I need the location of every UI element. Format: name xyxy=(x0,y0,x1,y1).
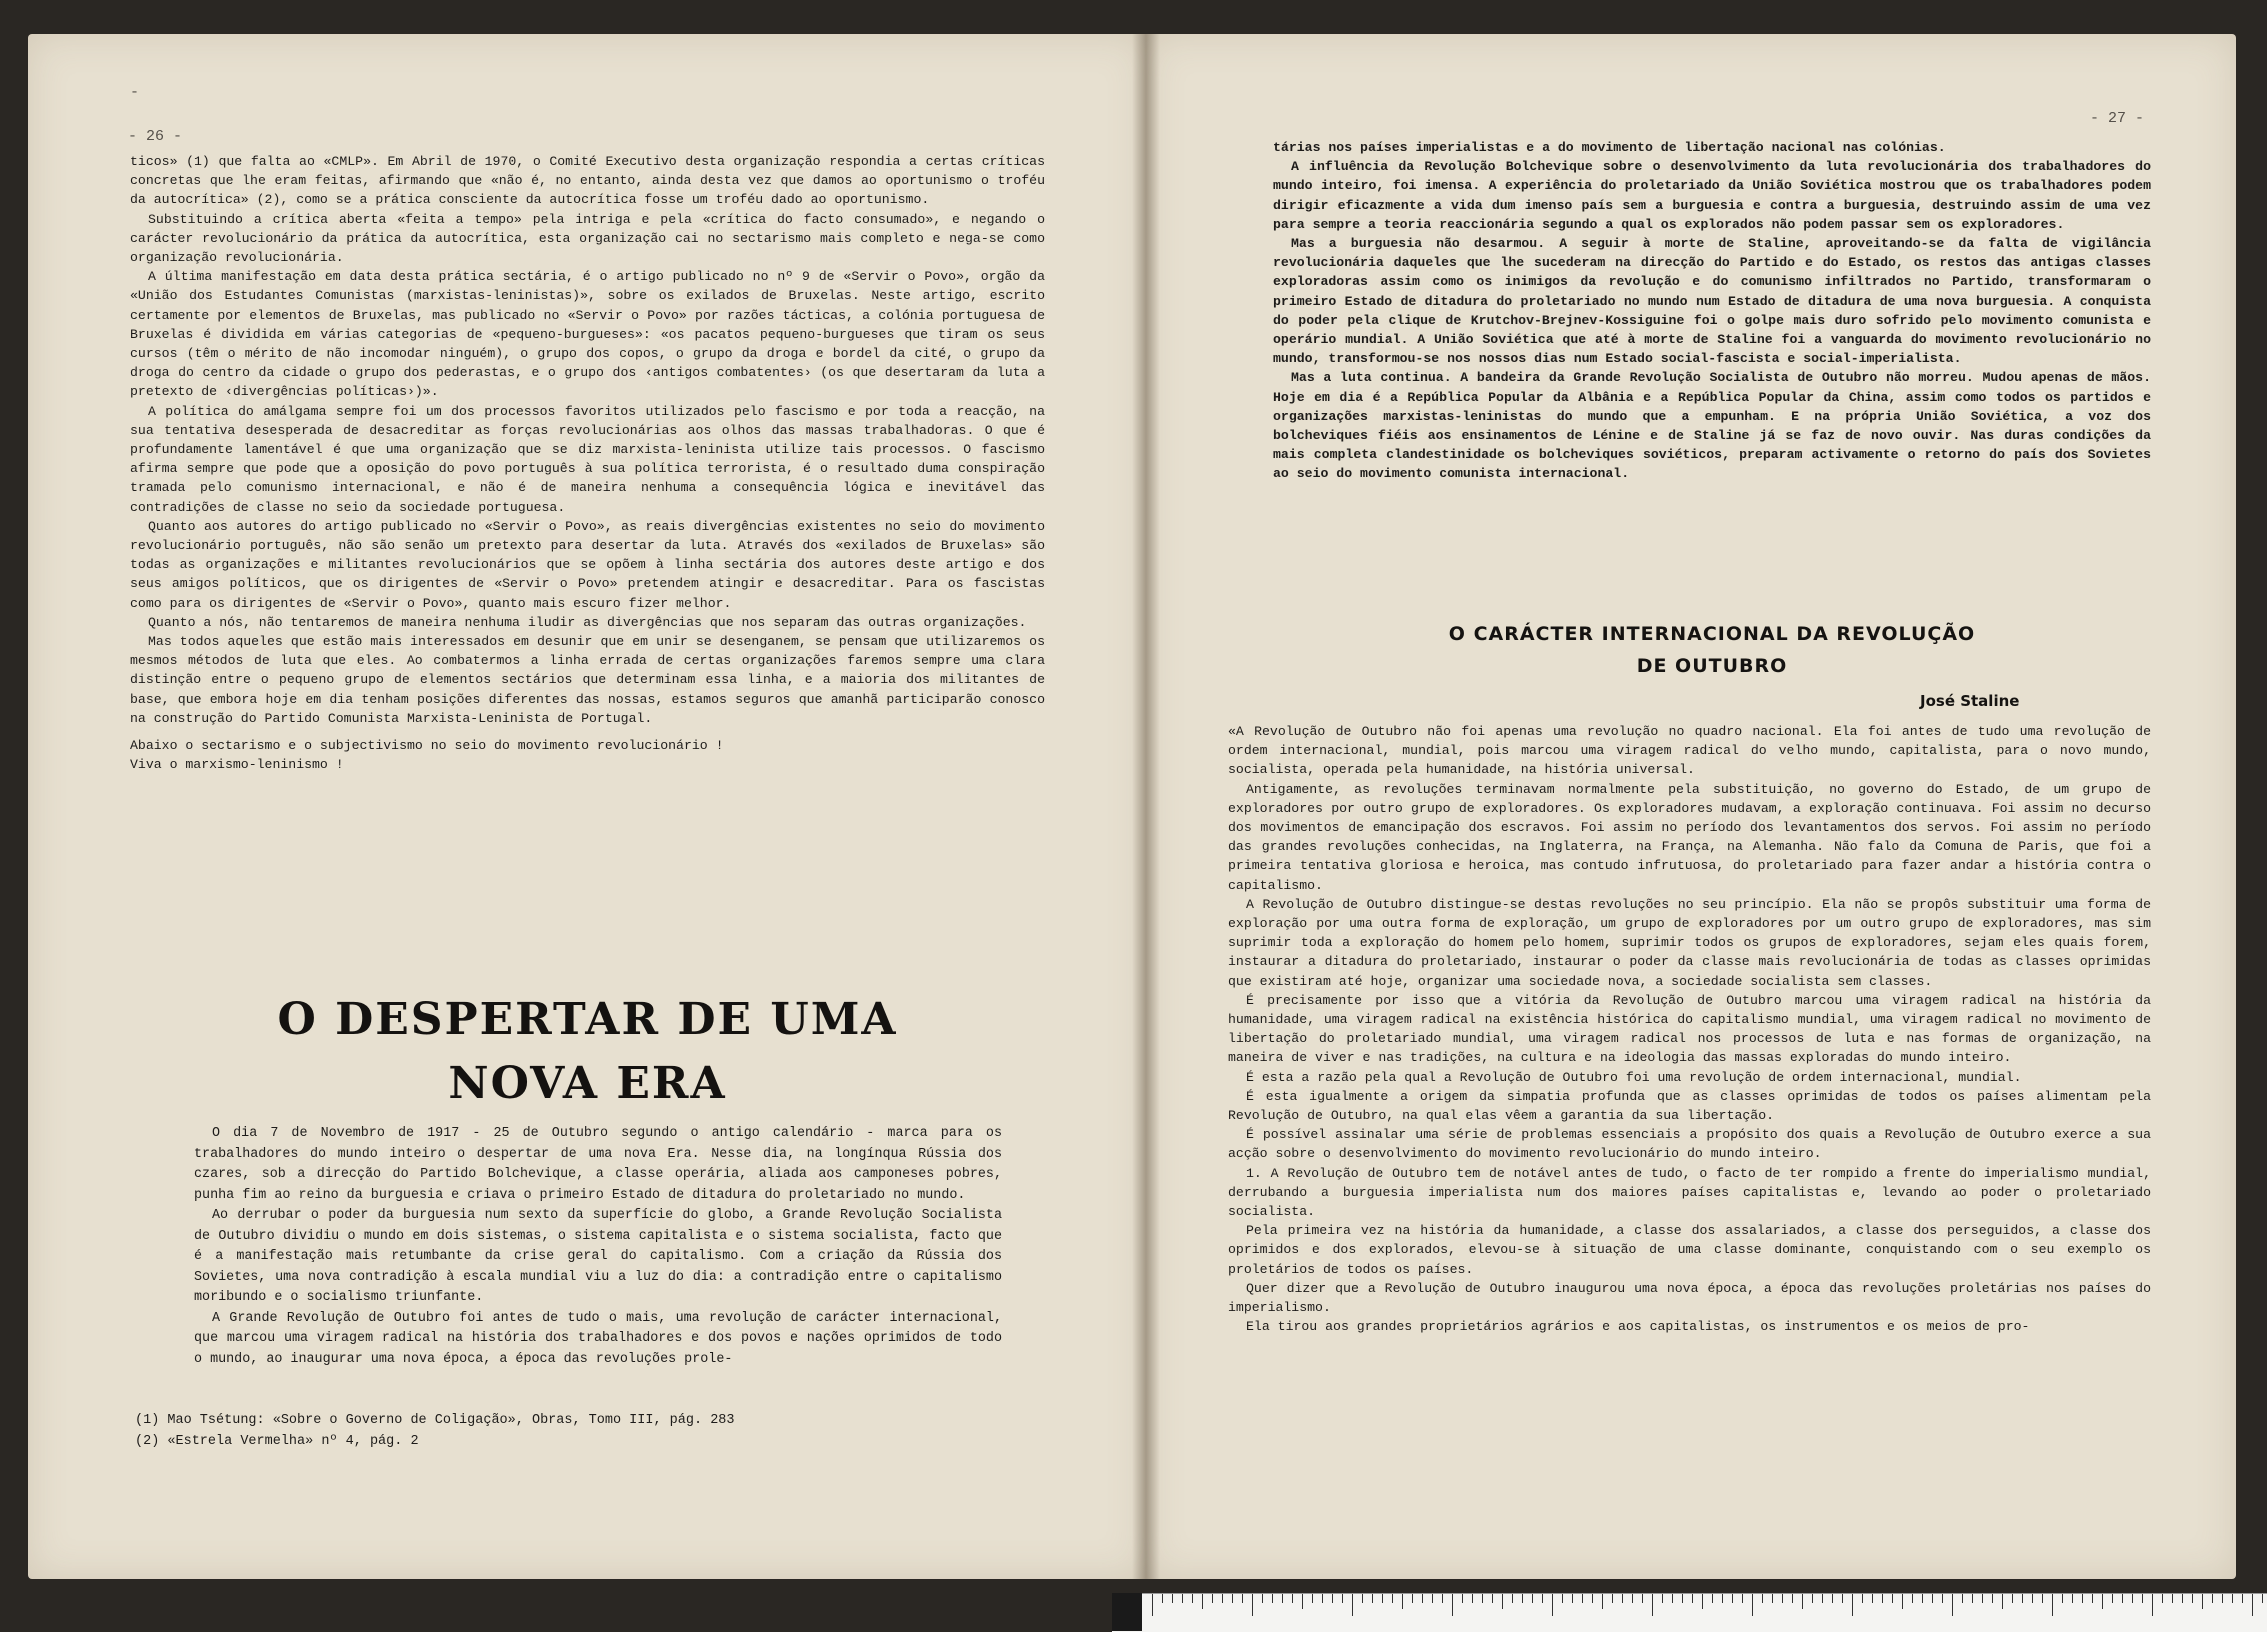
paragraph: É esta a razão pela qual a Revolução de Outubro foi uma revolução de ordem internacional, mundial. xyxy=(1246,1069,2022,1085)
section-title-line2: DE OUTUBRO xyxy=(1636,655,1788,677)
ruler-tick xyxy=(2122,1594,2123,1603)
ruler-tick xyxy=(1252,1594,1253,1616)
paragraph: Quer dizer que a Revolução de Outubro inaugurou uma nova época, a época das revoluções proletárias nos países do imperialismo. xyxy=(1228,1280,2151,1316)
ruler-tick xyxy=(1222,1594,1223,1603)
ruler-tick xyxy=(1532,1594,1533,1603)
ruler-tick xyxy=(1582,1594,1583,1603)
ruler-tick xyxy=(1292,1594,1293,1603)
paragraph: Mas a burguesia não desarmou. A seguir à morte de Staline, aproveitando-se da falta de vigilância revolucionária daqueles que lhe sucederam na direcção do Partido e do Estado, os restos das antigas classes exploradoras assim como os inimigos da revolução e do comunismo infiltrados no Partido, transformaram o primeiro Estado de ditadura do proletariado no mundo num Estado de ditadura de uma nova burguesia. A conquista do poder pela clique de Krutchov-Brejnev-Kossiguine foi o golpe mais duro sofrido pelo movimento comunista e operário mundial. A União Soviética que até à morte de Staline foi a vanguarda do movimento revolucionário no mundo, transformou-se nos nossos dias num Estado social-fascista e social-imperialista. xyxy=(1273,236,2151,367)
ruler-tick xyxy=(1512,1594,1513,1603)
article-title-line2: NOVA ERA xyxy=(448,1058,727,1109)
ruler-tick xyxy=(1842,1594,1843,1603)
ruler-tick xyxy=(1782,1594,1783,1603)
ruler-tick xyxy=(2182,1594,2183,1603)
paragraph: A influência da Revolução Bolchevique sobre o desenvolvimento da luta revolucionária dos trabalhadores do mundo inteiro, foi imensa. A experiência do proletariado da União Soviética mostrou que os trabalhadores podem dirigir eficazmente a vida dum imenso país sem a burguesia e contra a burguesia, destruindo assim de uma vez para sempre a teoria reaccionária segundo a qual os explorados não podem passar sem os exploradores. xyxy=(1273,159,2151,232)
article-title-line1: O DESPERTAR DE UMA xyxy=(277,994,898,1045)
ruler-tick xyxy=(1442,1594,1443,1603)
ruler-tick xyxy=(2042,1594,2043,1603)
ruler-tick xyxy=(1722,1594,1723,1603)
ruler-tick xyxy=(2012,1594,2013,1603)
ruler-tick xyxy=(1432,1594,1433,1603)
ruler-tick xyxy=(1172,1594,1173,1603)
footnote: (1) Mao Tsétung: «Sobre o Governo de Coligação», Obras, Tomo III, pág. 283 xyxy=(135,1413,735,1428)
ruler-tick xyxy=(1262,1594,1263,1603)
ruler-tick xyxy=(2232,1594,2233,1603)
paragraph: A última manifestação em data desta prática sectária, é o artigo publicado no nº 9 de «Servir o Povo», orgão da «União dos Estudantes Comunistas (marxistas-leninistas)», sobre os exilados de Bruxelas. Neste artigo, escrito certamente por elementos de Bruxelas, mas publicado no «Servir o Povo» por razões tácticas, a colónia portuguesa de Bruxelas é dividida em várias categorias de «pequeno-burgueses»: «os pacatos pequeno-burgueses que tiram os seus cursos (têm o mérito de não incomodar ninguém), o grupo dos copos, o grupo da droga e bordel da cité, o grupo da droga do centro da cidade o grupo dos pederastas, e o grupo dos ‹antigos combatentes› (os que desertaram da luta a pretexto de ‹divergências políticas›)». xyxy=(130,269,1045,400)
ruler-tick xyxy=(1302,1594,1303,1609)
ruler-tick xyxy=(1692,1594,1693,1603)
article-title xyxy=(130,988,1045,1116)
ruler-tick xyxy=(2002,1594,2003,1609)
ruler-tick xyxy=(2102,1594,2103,1609)
paragraph: A Revolução de Outubro distingue-se destas revoluções no seu princípio. Ela não se propôs substituir uma forma de exploração por uma outra forma de exploração, um grupo de exploradores por um outro grupo de exploradores, mas sim suprimir toda a exploração do homem pelo homem, suprimir todos os grupos de exploradores, sejam eles quais forem, instaurar a ditadura do proletariado, instaurar o poder da classe mais revolucionária de todas as classes oprimidas que existiram até hoje, organizar uma sociedade nova, a sociedade socialista sem classes. xyxy=(1228,896,2151,989)
ruler-tick xyxy=(2152,1594,2153,1616)
ruler-tick xyxy=(1282,1594,1283,1603)
ruler-tick xyxy=(1742,1594,1743,1603)
ruler-tick xyxy=(1152,1594,1153,1616)
paragraph: 1. A Revolução de Outubro tem de notável antes de tudo, o facto de ter rompido a frente do imperialismo mundial, derrubando a burguesia imperialista num dos maiores países capitalistas e, levando ao poder o proletariado socialista. xyxy=(1228,1165,2151,1220)
ruler-tick xyxy=(1682,1594,1683,1603)
ruler-tick xyxy=(1632,1594,1633,1603)
ruler-tick xyxy=(1372,1594,1373,1603)
ruler-tick xyxy=(2052,1594,2053,1616)
paragraph: É precisamente por isso que a vitória da Revolução de Outubro marcou uma viragem radical na história da humanidade, uma viragem radical na existência histórica do capitalismo mundial, uma viragem radical no movimento de libertação do proletariado mundial, uma viragem radical nos processos de luta e nas formas de organização, na maneira de viver e nas tradições, na cultura e na ideologia das massas exploradas do mundo inteiro. xyxy=(1228,992,2151,1066)
paragraph: «A Revolução de Outubro não foi apenas uma revolução no quadro nacional. Ela foi antes de tudo uma revolução de ordem internacional, mundial, pois marcou uma viragem radical do velho mundo, capitalista, para o novo mundo, socialista, operada pela humanidade, na história universal. xyxy=(1228,724,2151,778)
author-name: José Staline xyxy=(1920,692,2020,710)
left-body-text xyxy=(130,152,1045,775)
ruler-tick xyxy=(1622,1594,1623,1603)
paragraph: tárias nos países imperialistas e a do movimento de libertação nacional nas colónias. xyxy=(1273,140,1946,155)
ruler-tick xyxy=(1762,1594,1763,1603)
ruler-tick xyxy=(1182,1594,1183,1603)
footnotes xyxy=(135,1410,935,1452)
ruler-tick xyxy=(1392,1594,1393,1603)
ruler-tick xyxy=(1772,1594,1773,1603)
ruler-tick xyxy=(2132,1594,2133,1603)
ruler-tick xyxy=(1952,1594,1953,1616)
ruler-tick xyxy=(1412,1594,1413,1603)
ruler-tick xyxy=(1192,1594,1193,1603)
paragraph: Ela tirou aos grandes proprietários agrários e aos capitalistas, os instrumentos e os meios de pro- xyxy=(1246,1319,2030,1335)
paragraph: Quanto a nós, não tentaremos de maneira nenhuma iludir as divergências que nos separam das outras organizações. xyxy=(148,614,1027,630)
ruler-end-block xyxy=(1112,1593,1142,1631)
ruler-tick xyxy=(2062,1594,2063,1603)
paragraph: Mas a luta continua. A bandeira da Grande Revolução Socialista de Outubro não morreu. Mudou apenas de mãos. Hoje em dia é a República Popular da Albânia e a República Popular da China, assim como todos os partidos e organizações marxistas-leninistas do mundo que a empunham. E na própria União Soviética, a voz dos bolcheviques fiéis aos ensinamentos de Lénine e de Staline já se faz de novo ouvir. Nas duras condições da mais completa clandestinidade os bolcheviques soviéticos, preparam activamente o retorno do país dos Sovietes ao seio do movimento comunista internacional. xyxy=(1273,370,2151,482)
ruler-tick xyxy=(1272,1594,1273,1603)
ruler-tick xyxy=(1492,1594,1493,1603)
paragraph: Ao derrubar o poder da burguesia num sexto da superfície do globo, a Grande Revolução Socialista de Outubro dividiu o mundo em dois sistemas, o sistema capitalista e o sistema socialista, facto que é a manifestação mais retumbante da crise geral do capitalismo. Com a criação da Rússia dos Sovietes, uma nova contradição à escala mundial viu a luz do dia: a contradição entre o capitalismo moribundo e o socialismo triunfante. xyxy=(194,1208,1002,1305)
ruler-tick xyxy=(2022,1594,2023,1603)
paragraph: Substituindo a crítica aberta «feita a tempo» pela intriga e pela «crítica do facto consumado», e negando o carácter revolucionário da prática da autocrítica, esta organização cai no sectarismo mais completo e nega-se como organização revolucionária. xyxy=(130,211,1045,266)
ruler-tick xyxy=(1932,1594,1933,1603)
ruler-tick xyxy=(2082,1594,2083,1603)
ruler-tick xyxy=(1712,1594,1713,1603)
ruler-tick xyxy=(2262,1594,2263,1603)
ruler-tick xyxy=(1202,1594,1203,1609)
ruler-tick xyxy=(1572,1594,1573,1603)
paragraph: A política do amálgama sempre foi um dos processos favoritos utilizados pelo fascismo e por toda a reacção, na sua tentativa desesperada de desacreditar as forças revolucionárias aos olhos das massas trabalhadoras. O que é profundamente lamentável é que uma organização que se diz marxista-leninista utilize tais processos. O fascismo afirma sempre que pode que a oposição do povo português à sua política terrorista, é o resultado duma conspiração tramada pelo comunismo internacional, e não é de maneira nenhuma a consequência lógica e inevitável das contradições de classe no seio da sociedade portuguesa. xyxy=(130,403,1045,515)
ruler-tick xyxy=(1852,1594,1853,1616)
ruler-tick xyxy=(1352,1594,1353,1616)
ruler-tick xyxy=(1602,1594,1603,1609)
footnote: (2) «Estrela Vermelha» nº 4, pág. 2 xyxy=(135,1434,419,1449)
ruler-tick xyxy=(1452,1594,1453,1616)
ruler-tick xyxy=(1912,1594,1913,1603)
article-body-right xyxy=(1228,722,2151,1337)
ruler-tick xyxy=(1642,1594,1643,1603)
ruler-tick xyxy=(2172,1594,2173,1603)
ruler-tick xyxy=(1802,1594,1803,1609)
ruler-tick xyxy=(2072,1594,2073,1603)
ruler-tick xyxy=(1662,1594,1663,1603)
paragraph: Mas todos aqueles que estão mais interessados em desunir que em unir se desenganem, se pensam que utilizaremos os mesmos métodos de luta que eles. Ao combatermos a linha errada de certas organizações faremos sempre uma clara distinção entre o pequeno grupo de elementos sectários que determinam essa linha, e a maioria dos militantes de base, que embora hoje em dia tenham posições diferentes das nossas, estamos seguros que amanhã participarão conosco na construção do Partido Comunista Marxista-Leninista de Portugal. xyxy=(130,634,1045,726)
ruler-tick xyxy=(1502,1594,1503,1609)
ruler-tick xyxy=(1472,1594,1473,1603)
right-body-text xyxy=(1273,138,2151,484)
ruler-tick xyxy=(1242,1594,1243,1603)
ruler-tick xyxy=(1812,1594,1813,1603)
paragraph: A Grande Revolução de Outubro foi antes de tudo o mais, uma revolução de carácter internacional, que marcou uma viragem radical na história dos trabalhadores e dos povos e nações oprimidos de todo o mundo, ao inaugurar uma nova época, a época das revoluções prole- xyxy=(194,1310,1002,1367)
measurement-ruler xyxy=(1112,1593,2267,1632)
ruler-tick xyxy=(2252,1594,2253,1616)
paragraph: O dia 7 de Novembro de 1917 - 25 de Outubro segundo o antigo calendário - marca para os trabalhadores do mundo inteiro o despertar de uma nova Era. Nesse dia, na longínqua Rússia dos czares, sob a direcção do Partido Bolchevique, a classe operária, aliada aos camponeses pobres, punha fim ao reino da burguesia e criava o primeiro Estado de ditadura do proletariado no mundo. xyxy=(194,1126,1002,1203)
ruler-tick xyxy=(2092,1594,2093,1603)
ruler-tick xyxy=(1312,1594,1313,1603)
slogan: Viva o marxismo-leninismo ! xyxy=(130,757,344,773)
ruler-tick xyxy=(1462,1594,1463,1603)
ruler-tick xyxy=(1702,1594,1703,1609)
ruler-tick xyxy=(1552,1594,1553,1616)
ruler-tick xyxy=(1212,1594,1213,1603)
ruler-tick xyxy=(1992,1594,1993,1603)
ruler-tick xyxy=(1982,1594,1983,1603)
page-number-right: - 27 - xyxy=(2090,110,2145,127)
ruler-tick xyxy=(1162,1594,1163,1603)
paragraph: Quanto aos autores do artigo publicado no «Servir o Povo», as reais divergências existentes no seio do movimento revolucionário português, não são senão um pretexto para desertar da luta. Através dos «exilados de Bruxelas» são todas as organizações e militantes revolucionários que se opõem à linha sectária dos autores deste artigo e dos seus amigos políticos, que os dirigentes de «Servir o Povo» pretendem atingir e desacreditar. Para os fascistas como para os dirigentes de «Servir o Povo», quanto mais escuro fizer melhor. xyxy=(130,518,1045,611)
slogan: Abaixo o sectarismo e o subjectivismo no seio do movimento revolucionário ! xyxy=(130,738,724,754)
ruler-tick xyxy=(1482,1594,1483,1603)
ruler-tick xyxy=(1612,1594,1613,1603)
ruler-tick xyxy=(1402,1594,1403,1609)
ruler-tick xyxy=(1732,1594,1733,1603)
ruler-tick xyxy=(1882,1594,1883,1603)
top-mark: - xyxy=(130,84,140,101)
ruler-tick xyxy=(2142,1594,2143,1603)
ruler-tick xyxy=(1972,1594,1973,1603)
ruler-tick xyxy=(1752,1594,1753,1616)
ruler-tick xyxy=(2222,1594,2223,1603)
paragraph: É possível assinalar uma série de problemas essenciais a propósito dos quais a Revolução de Outubro exerce a sua acção sobre o desenvolvimento do movimento revolucionário do mundo inteiro. xyxy=(1228,1127,2151,1162)
ruler-tick xyxy=(1342,1594,1343,1603)
ruler-tick xyxy=(2162,1594,2163,1603)
ruler-tick xyxy=(2192,1594,2193,1603)
ruler-tick xyxy=(1422,1594,1423,1603)
paragraph: Pela primeira vez na história da humanidade, a classe dos assalariados, a classe dos perseguidos, a classe dos oprimidos e dos explorados, elevou-se à situação de uma classe dominante, conquistando com o seu exemplo os proletários de todos os países. xyxy=(1228,1223,2151,1277)
ruler-tick xyxy=(1232,1594,1233,1603)
ruler-tick xyxy=(2242,1594,2243,1603)
article-body-left xyxy=(194,1124,1002,1370)
ruler-tick xyxy=(1942,1594,1943,1603)
ruler-tick xyxy=(1892,1594,1893,1603)
ruler-tick xyxy=(1862,1594,1863,1603)
ruler-tick xyxy=(1672,1594,1673,1603)
ruler-tick xyxy=(1592,1594,1593,1603)
page-number-left: - 26 - xyxy=(128,128,183,145)
ruler-tick xyxy=(1362,1594,1363,1603)
ruler-tick xyxy=(1322,1594,1323,1603)
ruler-tick xyxy=(1822,1594,1823,1603)
ruler-tick xyxy=(2112,1594,2113,1603)
paragraph: É esta igualmente a origem da simpatia profunda que as classes oprimidas de todos os países alimentam pela Revolução de Outubro, na qual elas vêem a garantia da sua libertação. xyxy=(1228,1088,2151,1124)
paragraph: ticos» (1) que falta ao «CMLP». Em Abril de 1970, o Comité Executivo desta organização respondia a certas críticas concretas que lhe eram feitas, afirmando que «não é, no entanto, ainda desta vez que damos ao oportunismo o troféu da autocrítica» (2), como se a prática consciente da autocrítica fosse um troféu dado ao oportunismo. xyxy=(130,154,1045,208)
section-title-line1: O CARÁCTER INTERNACIONAL DA REVOLUÇÃO xyxy=(1448,623,1976,645)
ruler-tick xyxy=(1962,1594,1963,1603)
ruler-tick xyxy=(1792,1594,1793,1603)
ruler-tick xyxy=(1542,1594,1543,1603)
ruler-tick xyxy=(2202,1594,2203,1609)
ruler-tick xyxy=(1382,1594,1383,1603)
ruler-tick xyxy=(1902,1594,1903,1609)
ruler-tick xyxy=(1522,1594,1523,1603)
ruler-tick xyxy=(1872,1594,1873,1603)
paragraph: Antigamente, as revoluções terminavam normalmente pela substituição, no governo do Estado, de um grupo de exploradores por outro grupo de exploradores. Os exploradores mudavam, a exploração continuava. Foi assim no decurso dos movimentos de emancipação dos escravos. Foi assim no período dos levantamentos dos servos. Foi assim no período das grandes revoluções conhecidas, na Inglaterra, na França, na Alemanha. Não falo da Comuna de Paris, que foi a primeira tentativa gloriosa e heroica, mas contudo infrutuosa, do proletariado para fazer andar a história contra o capitalismo. xyxy=(1228,781,2151,893)
section-title xyxy=(1273,618,2151,682)
ruler-tick xyxy=(2032,1594,2033,1603)
ruler-tick xyxy=(2212,1594,2213,1603)
ruler-tick xyxy=(1652,1594,1653,1616)
ruler-tick xyxy=(1832,1594,1833,1603)
ruler-tick xyxy=(1922,1594,1923,1603)
ruler-tick xyxy=(1562,1594,1563,1603)
ruler-tick xyxy=(1332,1594,1333,1603)
book-gutter xyxy=(1132,34,1160,1579)
